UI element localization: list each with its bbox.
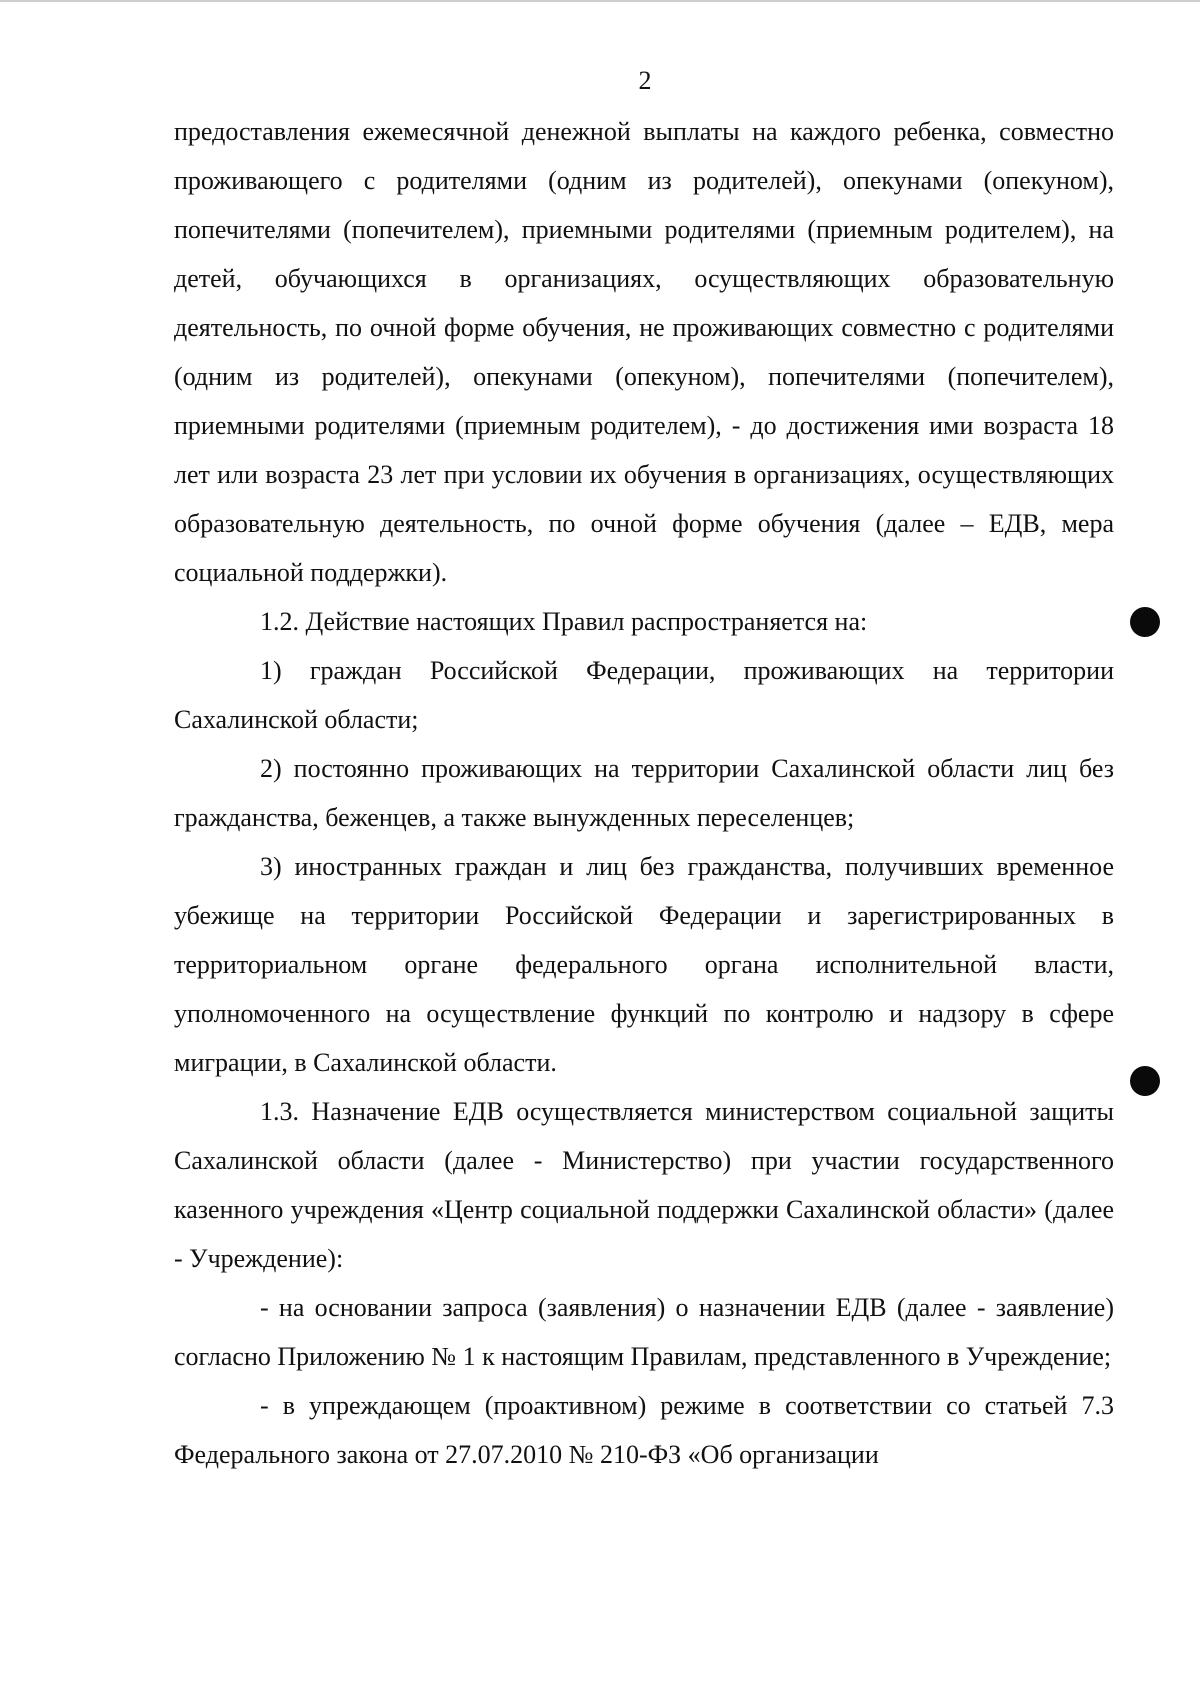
list-item-2: 2) постоянно проживающих на территории Сахалинской области лиц без гражданства, беженцев, а также вынужденных переселенцев; [174, 754, 1114, 832]
paragraph-1-3: 1.3. Назначение ЕДВ осуществляется министерством социальной защиты Сахалинской области (далее - Министерство) при участии государственного казенного учреждения «Центр социальной поддержки Сахалинской области» (далее - Учреждение): [174, 1097, 1114, 1273]
list-item-3: 3) иностранных граждан и лиц без гражданства, получивших временное убежище на территории Российской Федерации и зарегистрированных в территориальном органе федерального органа исполнительной власти, уполномоченного на осуществление функций по контролю и надзору в сфере миграции, в Сахалинской области. [174, 852, 1114, 1077]
paragraph-continuation: предоставления ежемесячной денежной выплаты на каждого ребенка, совместно проживающего с родителями (одним из родителей), опекунами (опекуном), попечителями (попечителем), приемными родителями (приемным родителем), на детей, обучающихся в организациях, осуществляющих образовательную деятельность, по очной форме обучения, не проживающих совместно с родителями (одним из родителей), опекунами (опекуном), попечителями (попечителем), приемными родителями (приемным родителем), - до достижения ими возраста 18 лет или возраста 23 лет при условии их обучения в организациях, осуществляющих образовательную деятельность, по очной форме обучения (далее – ЕДВ, мера социальной поддержки). [174, 117, 1114, 587]
list-item-1: 1) граждан Российской Федерации, проживающих на территории Сахалинской области; [174, 656, 1114, 734]
dash-item-proactive: - в упреждающем (проактивном) режиме в соответствии со статьей 7.3 Федерального закона от 27.07.2010 № 210-ФЗ «Об организации [174, 1391, 1114, 1469]
punch-hole-mark [1130, 607, 1160, 637]
paragraph-1-2: 1.2. Действие настоящих Правил распространяется на: [260, 607, 868, 636]
page-number: 2 [638, 66, 652, 95]
punch-hole-mark [1130, 1066, 1160, 1096]
dash-item-application: - на основании запроса (заявления) о назначении ЕДВ (далее - заявление) согласно Приложению № 1 к настоящим Правилам, представленного в Учреждение; [174, 1293, 1114, 1371]
document-body [174, 107, 1114, 1479]
page-top-edge [0, 0, 1200, 2]
